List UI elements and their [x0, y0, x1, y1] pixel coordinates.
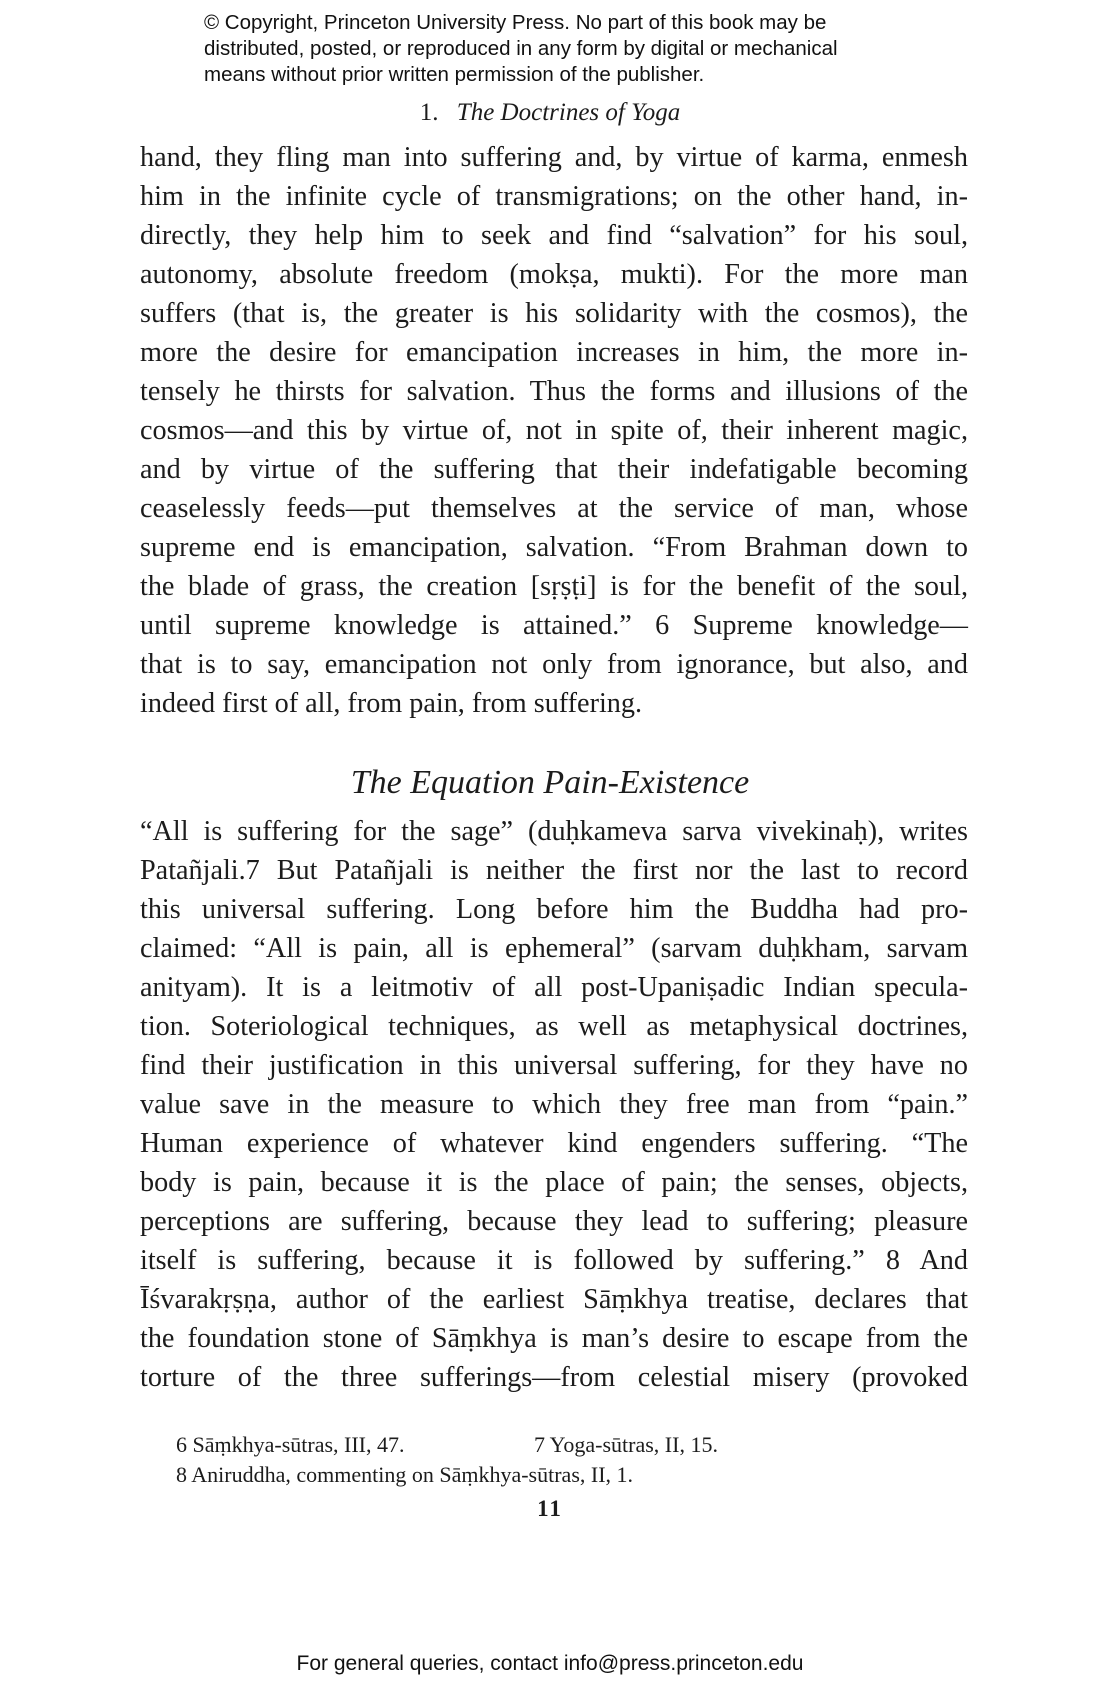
text-line: and by virtue of the suffering that their indefatigable becoming — [140, 454, 968, 485]
text-line: perceptions are suffering, because they lead to suffering; pleasure — [140, 1206, 968, 1237]
running-head — [0, 98, 1100, 128]
footnote-8: 8 Aniruddha, commenting on Sāṃkhya-sūtras, II, 1. — [176, 1462, 634, 1487]
footnote-7: 7 Yoga-sūtras, II, 15. — [534, 1432, 718, 1457]
text-line: him in the infinite cycle of transmigrations; on the other hand, in- — [140, 181, 968, 212]
paragraph-2 — [140, 812, 968, 1397]
paragraph-1 — [140, 138, 968, 723]
text-line: more the desire for emancipation increases in him, the more in- — [140, 337, 968, 368]
footnotes — [176, 1430, 876, 1490]
footnote-row — [176, 1430, 876, 1460]
text-line: suffers (that is, the greater is his solidarity with the cosmos), the — [140, 298, 968, 329]
copyright-line-2: distributed, posted, or reproduced in any form by digital or mechanical — [204, 37, 838, 60]
text-line: itself is suffering, because it is followed by suffering.” 8 And — [140, 1245, 968, 1276]
text-line: ceaselessly feeds—put themselves at the service of man, whose — [140, 493, 968, 524]
text-line: Human experience of whatever kind engenders suffering. “The — [140, 1128, 968, 1159]
copyright-line-1: © Copyright, Princeton University Press. No part of this book may be — [204, 11, 827, 34]
text-line: “All is suffering for the sage” (duḥkameva sarva vivekinaḥ), writes — [140, 816, 968, 847]
text-line: autonomy, absolute freedom (mokṣa, mukti). For the more man — [140, 259, 968, 290]
text-line: the blade of grass, the creation [sṛṣṭi] is for the benefit of the soul, — [140, 571, 968, 602]
chapter-number: 1. — [419, 99, 439, 126]
text-line: supreme end is emancipation, salvation. “From Brahman down to — [140, 532, 968, 563]
text-line: find their justification in this universal suffering, for they have no — [140, 1050, 968, 1081]
text-line: Patañjali.7 But Patañjali is neither the first nor the last to record — [140, 855, 968, 886]
text-line: value save in the measure to which they free man from “pain.” — [140, 1089, 968, 1120]
text-line: the foundation stone of Sāṃkhya is man’s desire to escape from the — [140, 1323, 968, 1354]
footnote-row — [176, 1460, 876, 1490]
text-line: tensely he thirsts for salvation. Thus the forms and illusions of the — [140, 376, 968, 407]
text-line: torture of the three sufferings—from celestial misery (provoked — [140, 1362, 968, 1393]
text-line: cosmos—and this by virtue of, not in spite of, their inherent magic, — [140, 415, 968, 446]
text-line: until supreme knowledge is attained.” 6 Supreme knowledge— — [140, 610, 968, 641]
copyright-notice — [204, 10, 924, 88]
text-line: anityam). It is a leitmotiv of all post-Upaniṣadic Indian specula- — [140, 972, 968, 1003]
text-line: hand, they fling man into suffering and, by virtue of karma, enmesh — [140, 142, 968, 173]
page-number: 11 — [537, 1496, 563, 1521]
contact-footer: For general queries, contact info@press.princeton.edu — [296, 1652, 804, 1675]
text-line: indeed first of all, from pain, from suffering. — [140, 688, 643, 719]
text-line: directly, they help him to seek and find “salvation” for his soul, — [140, 220, 968, 251]
text-line: tion. Soteriological techniques, as well as metaphysical doctrines, — [140, 1011, 968, 1042]
copyright-line-3: means without prior written permission of the publisher. — [204, 63, 705, 86]
footnote-6: 6 Sāṃkhya-sūtras, III, 47. — [176, 1432, 405, 1457]
text-line: this universal suffering. Long before him the Buddha had pro- — [140, 894, 968, 925]
chapter-title: The Doctrines of Yoga — [456, 99, 681, 126]
text-line: Īśvarakṛṣṇa, author of the earliest Sāṃkhya treatise, declares that — [140, 1284, 968, 1315]
section-heading: The Equation Pain-Existence — [350, 764, 750, 801]
text-line: body is pain, because it is the place of pain; the senses, objects, — [140, 1167, 968, 1198]
text-line: that is to say, emancipation not only from ignorance, but also, and — [140, 649, 968, 680]
text-line: claimed: “All is pain, all is ephemeral” (sarvam duḥkham, sarvam — [140, 933, 968, 964]
